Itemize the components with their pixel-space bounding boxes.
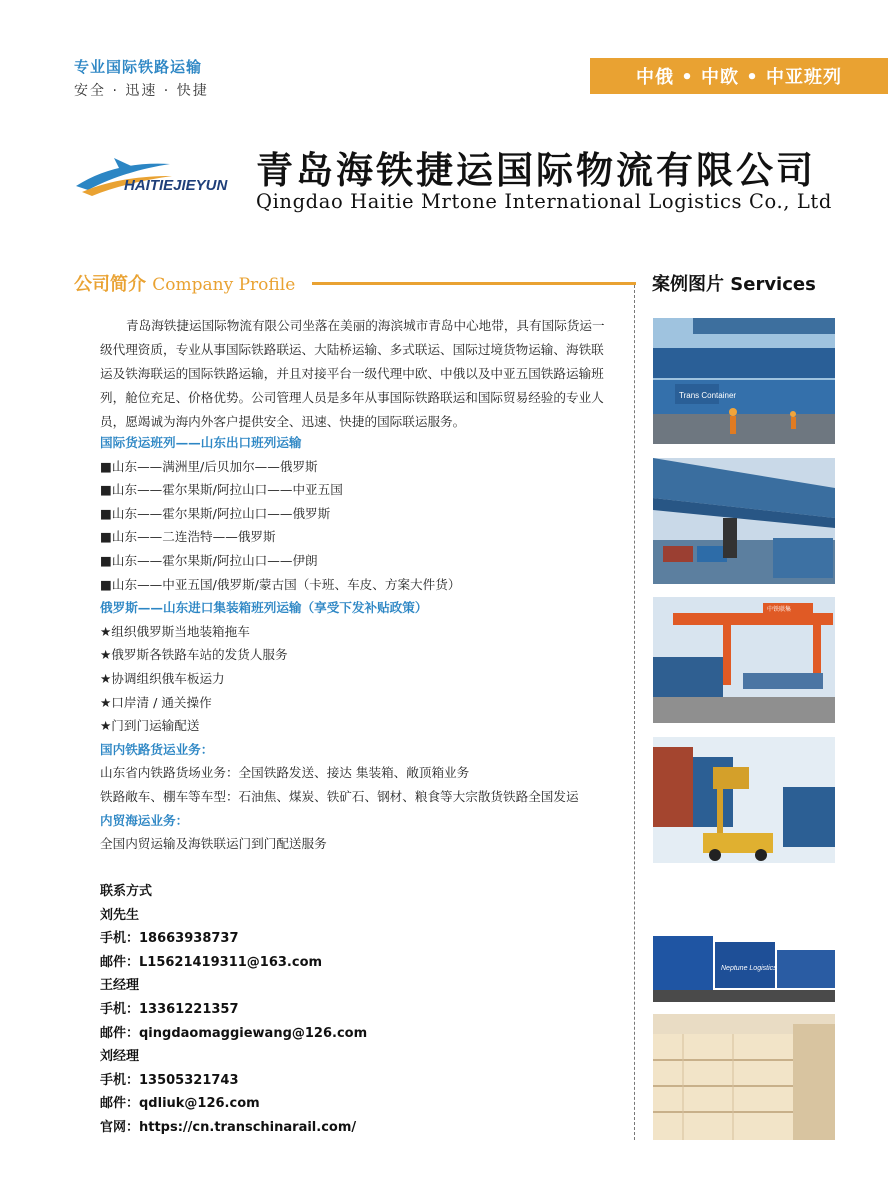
profile-heading-cn: 公司简介 — [74, 274, 146, 295]
contact-heading: 联系方式 — [100, 884, 153, 899]
contact-email: 邮件：qingdaomaggiewang@126.com — [100, 1025, 368, 1041]
profile-intro — [100, 314, 616, 434]
section-heading: 国内铁路货运业务： — [100, 741, 214, 757]
service-line: ★口岸清 / 通关操作 — [100, 694, 212, 710]
company-name-en: Qingdao Haitie Mrtone International Logistics Co., Ltd — [256, 190, 832, 213]
service-line: ■山东——霍尔果斯/阿拉山口——中亚五国 — [100, 482, 343, 498]
service-line: ★俄罗斯各铁路车站的发货人服务 — [100, 647, 288, 663]
contact-website: 官网：https://cn.transchinarail.com/ — [100, 1119, 357, 1135]
service-line: ■山东——二连浩特——俄罗斯 — [100, 529, 276, 545]
photo-container-brand: Trans Container — [679, 391, 737, 400]
services-heading: 案例图片 Services — [652, 274, 816, 295]
contact-email: 邮件：qdliuk@126.com — [100, 1096, 260, 1112]
photo-container-crane — [653, 458, 835, 584]
section-heading: 俄罗斯——山东进口集装箱班列运输（享受下发补贴政策） — [100, 600, 428, 616]
column-divider — [634, 285, 635, 1140]
contact-name: 王经理 — [100, 978, 140, 994]
service-line: ★组织俄罗斯当地装箱拖车 — [100, 623, 250, 639]
service-line: ★协调组织俄车板运力 — [100, 670, 225, 686]
contact-name: 刘先生 — [100, 907, 140, 923]
tagline-sub: 安全 · 迅速 · 快捷 — [74, 83, 209, 99]
photo-reach-stacker — [653, 737, 835, 863]
section-heading: 国际货运班列——山东出口班列运输 — [100, 435, 302, 450]
heading-rule — [312, 282, 636, 285]
photo-container-lift — [653, 318, 835, 444]
company-logo — [74, 150, 246, 204]
photo-train — [653, 876, 835, 1002]
service-line: 铁路敞车、棚车等车型：石油焦、煤炭、铁矿石、钢材、粮食等大宗散货铁路全国发运 — [100, 788, 579, 804]
intro-text: 青岛海铁捷运国际物流有限公司坐落在美丽的海滨城市青岛中心地带，具有国际货运一级代理资质，专业从事国际铁路联运、大陆桥运输、多式联运、国际过境货物运输、海铁联运及铁海联运的国际铁路运输，并且对接平台一级代理中欧、中俄以及中亚五国铁路运输班列，舱位充足、价格优势。公司管理人员是多年从事国际铁路联运和国际贸易经验的专业人员，愿竭诚为海内外客户提供安全、迅速、快捷的国际联运服务。 — [100, 318, 605, 429]
contact-phone: 手机：13361221357 — [100, 1001, 239, 1017]
company-name-cn: 青岛海铁捷运国际物流有限公司 — [256, 149, 816, 192]
tagline-main: 专业国际铁路运输 — [74, 58, 203, 76]
service-line: 全国内贸运输及海铁联运门到门配送服务 — [100, 836, 327, 852]
contact-email: 邮件：L15621419311@163.com — [100, 954, 323, 970]
photo-gantry-crane — [653, 597, 835, 723]
service-lines — [100, 431, 630, 856]
section-heading: 内贸海运业务： — [100, 812, 189, 828]
logo-text: HAITIEJIEYUN — [124, 177, 228, 194]
contact-phone: 手机：18663938737 — [100, 931, 239, 947]
service-line: 山东省内铁路货场业务：全国铁路发送、接达 集装箱、敞顶箱业务 — [100, 765, 470, 781]
service-line: ■山东——满洲里/后贝加尔——俄罗斯 — [100, 458, 318, 474]
routes-banner: 中俄 • 中欧 • 中亚班列 — [590, 58, 888, 94]
service-line: ★门到门运输配送 — [100, 718, 200, 734]
service-line: ■山东——霍尔果斯/阿拉山口——俄罗斯 — [100, 505, 331, 521]
photo-crane-sign: 中铁联集 — [767, 606, 792, 613]
service-line: ■山东——霍尔果斯/阿拉山口——伊朗 — [100, 552, 318, 568]
photo-train-brand: Neptune Logistics — [721, 965, 777, 972]
contact-name: 刘经理 — [100, 1049, 140, 1065]
service-line: ■山东——中亚五国/俄罗斯/蒙古国（卡班、车皮、方案大件货） — [100, 576, 461, 592]
contact-phone: 手机：13505321743 — [100, 1072, 239, 1088]
photo-timber-stack — [653, 1014, 835, 1140]
profile-heading — [74, 270, 295, 296]
contact-block — [100, 880, 620, 1140]
profile-heading-en: Company Profile — [152, 275, 296, 295]
